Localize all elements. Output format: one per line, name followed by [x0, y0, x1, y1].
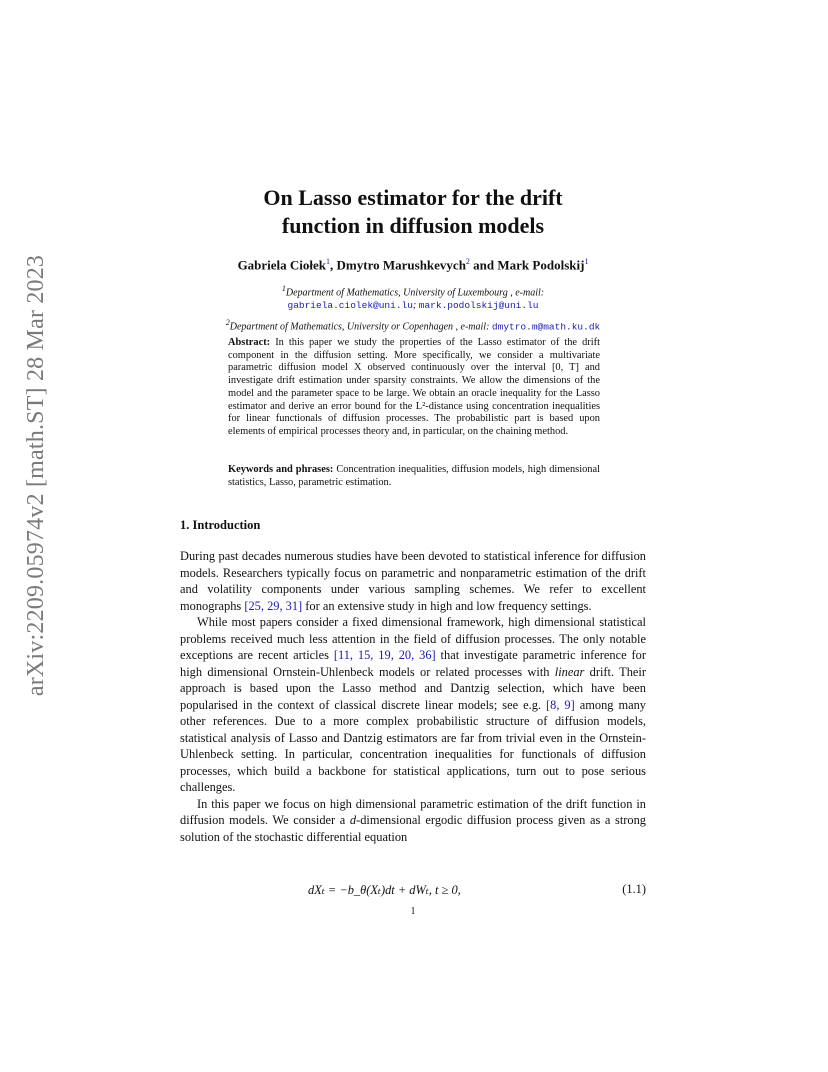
emphasis-linear: linear [554, 664, 585, 679]
affiliation-1 [180, 282, 646, 312]
paper-title [180, 184, 646, 240]
email-link-podolskij[interactable]: mark.podolskij@uni.lu [418, 300, 539, 312]
section-heading-introduction: 1. Introduction [180, 518, 261, 532]
paragraph-1-text-a: During past decades numerous studies have been devoted to statistical inference for diffusion models. Researchers typically focus on parametric and nonparametric estimation of the drift and volatility components under various sampling schemes. We refer to excellent monographs [180, 549, 646, 613]
author-list [180, 257, 646, 273]
email-link-ciolek[interactable]: gabriela.ciolek@uni.lu [287, 300, 413, 312]
email-link-marushkevych[interactable]: dmytro.m@math.ku.dk [491, 321, 601, 333]
author-and: and [469, 257, 498, 273]
equation-number: (1.1) [622, 882, 646, 896]
author-3-affiliation-mark[interactable]: 1 [584, 257, 589, 266]
affiliation-1-text: Department of Mathematics, University of Luxembourg , e-mail: [285, 287, 545, 299]
keywords [228, 464, 600, 489]
author-3: Mark Podolskij [497, 257, 585, 273]
citation-link-articles[interactable]: [11, 15, 19, 20, 36] [333, 648, 436, 662]
paragraph-3 [180, 796, 646, 846]
affiliation-1-mark: 1 [281, 284, 286, 293]
abstract-text: In this paper we study the properties of the Lasso estimator of the drift component in the diffusion setting. More specifically, we consider a multivariate parametric diffusion model X observed continuously over the interval [0, T] and investigate drift estimation under sparsity constraints. We allow the dimensions of the model and the parameter space to be large. We obtain an oracle inequality for the Lasso estimator and derive an error bound for the L²-distance using concentration inequalities for linear functionals of diffusion processes. The probabilistic part is based upon elements of empirical processes theory and, in particular, on the chaining method. [228, 337, 600, 437]
paragraph-2-text-b: that investigate parametric inference for high dimensional Ornstein-Uhlenbeck models or related processes with [180, 648, 646, 679]
paragraph-2-text-d: among many other references. Due to a more complex probabilistic structure of diffusion models, statistical analysis of Lasso and Dantzig estimators are far from trivial even in the Ornstein-Uhlenbeck setting. In particular, concentration inequalities for functionals of diffusion processes, which build a backbone for statistical applications, turn out to pose serious challenges. [180, 697, 646, 794]
affiliation-2 [180, 316, 646, 333]
email-separator: ; [412, 300, 419, 312]
paragraph-3-text-a: In this paper we focus on high dimensional parametric estimation of the drift function in diffusion models. We consider a [180, 796, 646, 827]
paragraph-1 [180, 548, 646, 614]
paragraph-3-text-b: -dimensional ergodic diffusion process given as a strong solution of the stochastic differential equation [180, 813, 646, 844]
introduction-body [180, 548, 646, 845]
keywords-label: Keywords and phrases: [228, 464, 334, 475]
arxiv-identifier: arXiv:2209.05974v2 [math.ST] 28 Mar 2023 [23, 254, 50, 696]
paragraph-2 [180, 614, 646, 796]
affiliation-2-mark: 2 [225, 318, 230, 327]
paragraph-2-text-a: While most papers consider a fixed dimensional framework, high dimensional statistical problems received much less attention in the field of diffusion processes. The only notable exceptions are recent articles [180, 615, 646, 662]
equation-body: dXₜ = −b_θ(Xₜ)dt + dWₜ, t ≥ 0, [308, 883, 461, 897]
citation-link-linear-models[interactable]: [8, 9] [546, 697, 575, 712]
keywords-text: Concentration inequalities, diffusion models, high dimensional statistics, Lasso, parametric estimation. [228, 464, 600, 488]
title-line-2: function in diffusion models [281, 213, 545, 238]
arxiv-sidebar [12, 250, 62, 700]
author-1-affiliation-mark[interactable]: 1 [326, 257, 331, 266]
author-2-affiliation-mark[interactable]: 2 [465, 257, 470, 266]
page-number: 1 [410, 906, 416, 917]
title-line-1: On Lasso estimator for the drift [263, 185, 563, 210]
paragraph-2-text-c: drift. Their approach is based upon the Lasso method and Dantzig selection, which have been popularised in the context of classical discrete linear models; see e.g. [180, 664, 646, 712]
emphasis-d: d [349, 813, 357, 827]
abstract-label: Abstract: [228, 337, 271, 348]
citation-link-monographs[interactable]: [25, 29, 31] [244, 598, 303, 613]
author-2: Dmytro Marushkevych [336, 257, 466, 273]
abstract [228, 337, 600, 439]
author-separator: , [330, 257, 337, 273]
affiliation-2-text: Department of Mathematics, University or Copenhagen , e-mail: [229, 321, 492, 333]
author-1: Gabriela Ciołek [237, 257, 327, 273]
paragraph-1-text-b: for an extensive study in high and low frequency settings. [302, 598, 592, 613]
